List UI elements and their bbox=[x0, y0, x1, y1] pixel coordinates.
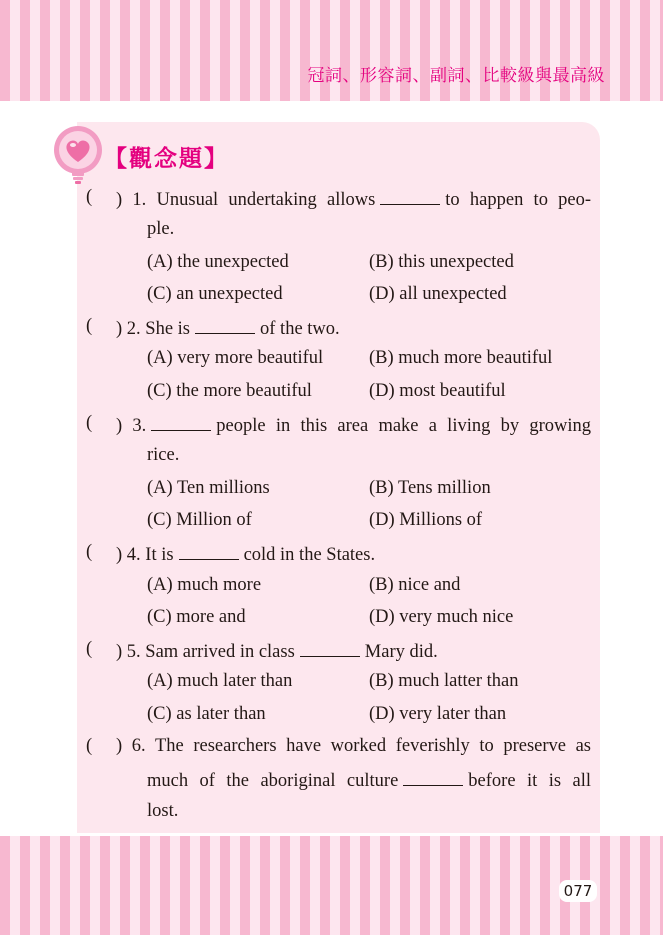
question-3-continuation: rice. bbox=[147, 445, 180, 466]
question-4-options-cd bbox=[0, 602, 663, 634]
answer-paren-open: ( bbox=[86, 413, 93, 434]
option-a: (A) much later than bbox=[147, 671, 293, 692]
lightbulb-heart-icon bbox=[52, 124, 104, 186]
option-c: (C) the more beautiful bbox=[147, 380, 312, 401]
answer-blank bbox=[179, 542, 239, 560]
question-1-options-cd bbox=[0, 279, 663, 311]
question-1-options-ab bbox=[0, 247, 663, 279]
option-b: (B) much latter than bbox=[369, 671, 519, 692]
option-a: (A) the unexpected bbox=[147, 251, 289, 272]
question-1-stem bbox=[0, 182, 663, 214]
option-a: (A) very more beautiful bbox=[147, 348, 324, 369]
option-a: (A) much more bbox=[147, 574, 262, 595]
option-a: (A) Ten millions bbox=[147, 477, 270, 498]
section-title: 【觀念題】 bbox=[104, 146, 229, 172]
question-6-continuation-2: lost. bbox=[147, 800, 179, 821]
question-4-stem bbox=[0, 537, 663, 569]
question-6-stem bbox=[0, 731, 663, 763]
option-b: (B) nice and bbox=[369, 574, 461, 595]
question-5-options-cd bbox=[0, 699, 663, 731]
option-c: (C) Million of bbox=[147, 509, 252, 530]
option-b: (B) Tens million bbox=[369, 477, 491, 498]
answer-blank bbox=[195, 316, 255, 334]
option-d: (D) very later than bbox=[369, 703, 507, 724]
answer-paren-open: ( bbox=[86, 316, 93, 337]
question-6-continuation: much of the aboriginal culture before it is all bbox=[0, 763, 663, 795]
question-text: ) 4. It is cold in the States. bbox=[116, 542, 591, 566]
question-text: ) 1. Unusual undertaking allows to happen to peo- bbox=[116, 187, 591, 211]
question-text: ) 2. She is of the two. bbox=[116, 316, 591, 340]
page-number: 077 bbox=[559, 880, 597, 902]
question-text: ) 5. Sam arrived in class Mary did. bbox=[116, 639, 591, 663]
option-d: (D) Millions of bbox=[369, 509, 483, 530]
question-3-options-cd bbox=[0, 505, 663, 537]
question-2-stem bbox=[0, 311, 663, 343]
option-b: (B) much more beautiful bbox=[369, 348, 553, 369]
option-c: (C) more and bbox=[147, 606, 246, 627]
option-d: (D) most beautiful bbox=[369, 380, 506, 401]
option-d: (D) all unexpected bbox=[369, 283, 507, 304]
answer-blank bbox=[300, 639, 360, 657]
question-text: ) 6. The researchers have worked feverishly to preserve as bbox=[116, 736, 592, 757]
question-2-options-ab bbox=[0, 343, 663, 375]
option-c: (C) an unexpected bbox=[147, 283, 283, 304]
answer-blank bbox=[151, 413, 211, 431]
question-list bbox=[0, 182, 663, 828]
option-c: (C) as later than bbox=[147, 703, 266, 724]
option-d: (D) very much nice bbox=[369, 606, 514, 627]
answer-blank bbox=[380, 187, 440, 205]
question-3-options-ab bbox=[0, 473, 663, 505]
question-4-options-ab bbox=[0, 570, 663, 602]
question-2-options-cd bbox=[0, 376, 663, 408]
question-5-stem bbox=[0, 634, 663, 666]
answer-blank bbox=[403, 768, 463, 786]
chapter-title: 冠詞、形容詞、副詞、比較級與最高級 bbox=[307, 66, 605, 86]
option-b: (B) this unexpected bbox=[369, 251, 514, 272]
answer-paren-open: ( bbox=[86, 542, 93, 563]
answer-paren-open: ( bbox=[86, 187, 93, 207]
answer-paren-open: ( bbox=[86, 736, 93, 757]
question-1-continuation: ple. bbox=[147, 219, 175, 240]
question-3-stem bbox=[0, 408, 663, 440]
question-5-options-ab bbox=[0, 666, 663, 698]
answer-paren-open: ( bbox=[86, 639, 93, 660]
question-text: ) 3. people in this area make a living by growing bbox=[116, 413, 591, 437]
